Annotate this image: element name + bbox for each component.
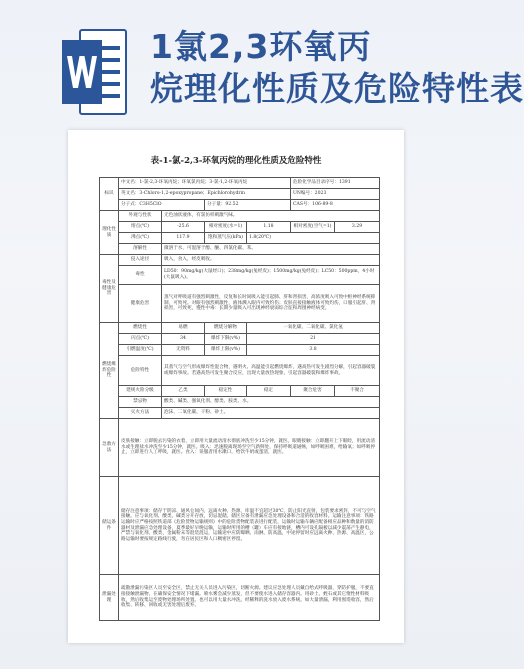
flash-point-value: 34 [162, 334, 205, 345]
exposure-route-value: 吸入，食入，经皮吸收。 [162, 255, 380, 266]
properties-table [99, 177, 380, 621]
upper-explosive-limit-value: 3.8 [247, 345, 380, 356]
word-doc-icon [62, 26, 128, 118]
storage-transport-text: 储存注意事项：储存于阴凉、通风仓间内，远离火种、热源，库温不宜超过30℃，防止阳光直射，包装要求密封，不可与空气接触。应与氧化剂、酸类、碱类分开存放，切忌混储。储区应备有泄漏应急处理设备和合适的收容材料。运输注意事项：铁路运输时应严格按照铁道部《危险货物运输规则》中的危险货物配装表进行配装，运输时运输车辆应配备相应品种和数量的消防器材及泄漏应急处理设备，夏季最好早晚运输，运输时所用的槽（罐）车应有接地链，槽内可设孔隔板以减少震荡产生静电，严禁与氧化剂、酸类、金属粉末等混装混运，运输途中应防曝晒、雨淋，防高温，中途停留时应远离火种、热源、高温区，公路运输时要按规定路线行驶，勿在居民区和人口稠密区停留。 [119, 477, 380, 575]
molecular-formula: 分子式：C3H5ClO [119, 200, 205, 211]
english-name: 英文名：3-Chloro-1,2-epoxypropane；Epichlorohydrin [119, 189, 291, 200]
document-heading: 表-1-氯-2,3-环氧丙烷的理化性质及危险特性 [150, 156, 322, 166]
section-identity-label: 标识 [100, 178, 119, 211]
relative-density-air-label: 相对密度(空气=1) [291, 222, 335, 233]
section-storage-label: 储运条件 [100, 477, 119, 575]
stability-label: 稳定性 [205, 386, 247, 397]
un-number: UN编号：2023 [291, 189, 380, 200]
section-physchem-label: 理化性质 [100, 211, 119, 255]
health-hazard-value: 蒸气对呼吸道有强烈刺激性，反复和长时间吸入能引起肺、肝和肾损害，高浓度吸入可致中枢神经系统抑制，可致死。对眼有强烈刺激性，液体溅入眼内可致灼伤；皮肤直接接触液体可致灼伤，口服引起肝、肾损害，可致死，慢性中毒：长期少量吸入可出现神经衰弱综合征和周围神经病变。 [162, 285, 380, 323]
solubility-label: 溶解性 [119, 244, 162, 255]
melting-point-label: 熔点(℃) [119, 222, 162, 233]
first-aid-text: 皮肤接触：立即脱去污染的衣着，立即用大量流动清水彻底冲洗至少15分钟，就医。眼睛接触：立即翻开上下眼睑，用流动清水或生理盐水冲洗至少15分钟，就医。吸入：迅速脱离现场至空气新鲜处，保持呼吸道通畅，如呼吸困难，给输氧；如呼吸停止，立即进行人工呼吸，就医。食入：误服者用水漱口，给饮牛奶或蛋清，就医。 [119, 419, 380, 477]
flash-point-label: 闪点(℃) [119, 334, 162, 345]
hazard-catalog-no: 危险化学品目录序号：1391 [291, 178, 380, 189]
chinese-name: 中文名：1-氯-2,3-环氧丙烷；环氧氯丙烷；3-氯-1,2-环氧丙烷 [119, 178, 291, 189]
decomposition-label: 燃烧分解物 [205, 323, 247, 334]
health-hazard-label: 健康危害 [119, 285, 162, 323]
cas-number: CAS号：106-89-8 [291, 200, 380, 211]
section-first-aid-label: 急救方法 [100, 419, 119, 477]
polymerization-label: 聚合危害 [291, 386, 335, 397]
lower-explosive-limit-label: 爆炸下限(v%) [205, 334, 247, 345]
incompatibles-value: 酸类、碱类、强氧化剂、醇类、胺类、水。 [162, 397, 380, 408]
document-page [68, 130, 404, 643]
toxicity-label: 毒性 [119, 266, 162, 285]
flammability-value: 易燃 [162, 323, 205, 334]
hazard-property-label: 危险特性 [119, 356, 162, 386]
relative-density-water-value: 1.18 [247, 222, 291, 233]
banner-title-line-2: 烷理化性质及危险特性表 [150, 69, 524, 108]
solubility-value: 微溶于水，可混溶于醇、醚、四氯化碳、苯。 [162, 244, 380, 255]
hazard-property-value: 其蒸气与空气形成爆炸性混合物，遇明火、高温能引起燃烧爆炸，遇高热可发生剧烈分解，引起容器破裂或爆炸事故。若遇高热可发生聚合反应，出现大量放热现象，引起容器破裂和爆炸事故。 [162, 356, 380, 386]
incompatibles-label: 禁忌物 [119, 397, 162, 408]
appearance-value: 无色油状液体，有氯仿样刺激气味。 [162, 211, 380, 222]
decomposition-value: 一氧化碳、二氧化碳、氯化氢 [247, 323, 380, 334]
ignition-temp-label: 引燃温度(℃) [119, 345, 162, 356]
vapor-pressure-label: 饱和蒸气压(kPa) [205, 233, 247, 244]
fire-class-value: 乙类 [162, 386, 205, 397]
section-fire-label: 燃烧爆炸危险性 [100, 323, 119, 419]
banner-title-line-1: 1氯2,3环氧丙 [150, 27, 372, 66]
boiling-point-value: 117.9 [162, 233, 205, 244]
ignition-temp-value: 无资料 [162, 345, 205, 356]
upper-explosive-limit-label: 爆炸上限(v%) [205, 345, 247, 356]
extinguishing-label: 灭火方法 [119, 408, 162, 419]
lower-explosive-limit-value: 21 [247, 334, 380, 345]
leak-handling-text: 疏散泄漏污染区人员至安全区，禁止无关人员进入污染区，切断火源。建议应急处理人员戴自给式呼吸器，穿防护服，不要直接接触泄漏物，在确保安全情况下堵漏。喷水雾会减少蒸发，但不要使水进入储存容器内。用砂土、蛭石或其它惰性材料吸收，然后收集运至废物处理场所处置。也可以用大量水冲洗，经稀释的洗水放入废水系统。如大量泄漏，利用围堤收容，然后收集、转移、回收或无害处理后废弃。 [119, 575, 380, 621]
melting-point-value: -25.6 [162, 222, 205, 233]
fire-class-label: 建规火险分级 [119, 386, 162, 397]
relative-density-water-label: 相对密度(水=1) [205, 222, 247, 233]
toxicity-value: LD50：90mg/kg(大鼠经口)；238mg/kg(兔经皮)；1500mg/kg(兔经皮)；LC50：500ppm，4小时(大鼠吸入)。 [162, 266, 380, 285]
relative-density-air-value: 3.29 [335, 222, 380, 233]
appearance-label: 外观与性状 [119, 211, 162, 222]
vapor-pressure-value: 1.8(20℃) [247, 233, 380, 244]
section-leak-label: 泄漏处理 [100, 575, 119, 621]
extinguishing-value: 泡沫、二氧化碳、干粉、砂土。 [162, 408, 380, 419]
molecular-weight: 分子量：92.52 [205, 200, 291, 211]
section-toxicity-label: 毒性及健康危害 [100, 255, 119, 323]
flammability-label: 燃烧性 [119, 323, 162, 334]
stability-value: 稳定 [247, 386, 291, 397]
boiling-point-label: 沸点(℃) [119, 233, 162, 244]
polymerization-value: 不聚合 [335, 386, 380, 397]
exposure-route-label: 侵入途径 [119, 255, 162, 266]
